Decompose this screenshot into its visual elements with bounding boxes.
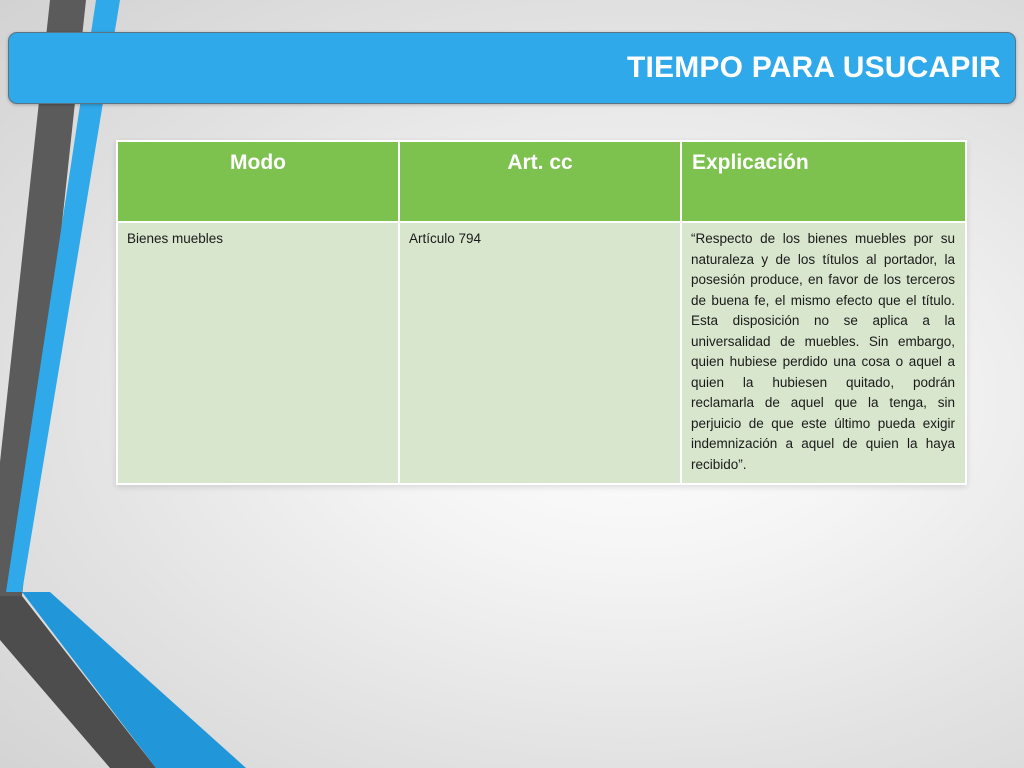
cell-articulo: Artículo 794 — [399, 222, 681, 484]
header-explicacion: Explicación — [681, 141, 966, 222]
cell-explicacion: “Respecto de los bienes muebles por su naturaleza y de los títulos al portador, la posesión produce, en favor de los terceros de buena fe, el mismo efecto que el título. Esta disposición no se aplica a la universalidad de muebles. Sin embargo, quien hubiese perdido una cosa o aquel a quien la hubiesen quitado, podrán reclamarla de aquel que la tenga, sin perjuicio de que este último pueda exigir indemnización a aquel de quien la haya recibido”. — [681, 222, 966, 484]
slide-title: TIEMPO PARA USUCAPIR — [626, 51, 1001, 84]
header-modo: Modo — [117, 141, 399, 222]
table-row — [117, 222, 966, 484]
header-art-cc: Art. cc — [399, 141, 681, 222]
cell-modo: Bienes muebles — [117, 222, 399, 484]
table-header-row — [117, 141, 966, 222]
usucapir-table — [116, 140, 967, 485]
title-bar — [8, 32, 1016, 104]
